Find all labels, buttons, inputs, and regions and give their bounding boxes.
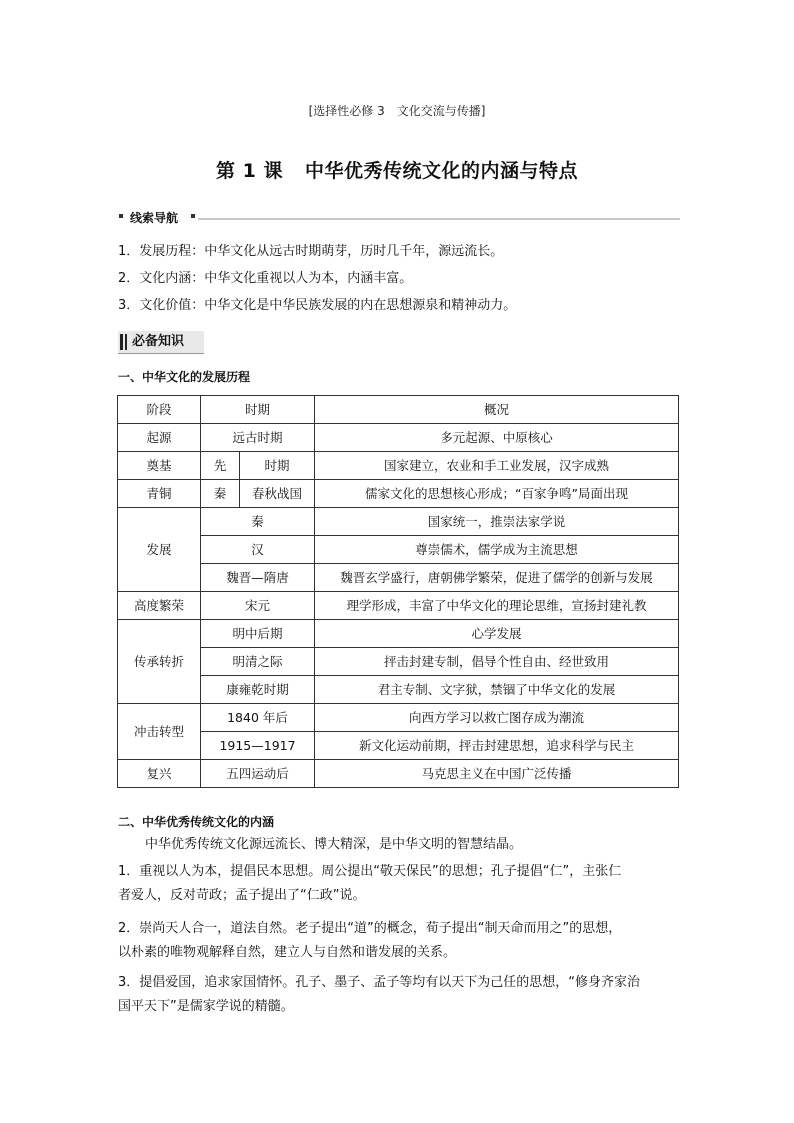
summary-cell: 心学发展 <box>315 620 679 648</box>
summary-cell: 新文化运动前期，抨击封建思想，追求科学与民主 <box>315 732 679 760</box>
summary-cell: 理学形成，丰富了中华文化的理论思维，宣扬封建礼教 <box>315 592 679 620</box>
stage-cell: 高度繁荣 <box>118 592 201 620</box>
section-heading: 一、中华文化的发展历程 <box>118 370 251 384</box>
period-cell: 1915—1917 <box>201 732 315 760</box>
table-row <box>118 564 679 592</box>
table-row <box>118 452 679 480</box>
knowledge-section-banner <box>118 331 204 354</box>
header-cell: 阶段 <box>118 396 201 424</box>
period-cell: 秦 <box>201 508 315 536</box>
table-row <box>118 676 679 704</box>
pre-qin-cell: 先 <box>201 452 240 480</box>
clue-nav-item: 2．文化内涵：中华文化重视以人为本，内涵丰富。 <box>118 271 413 286</box>
stage-cell: 起源 <box>118 424 201 452</box>
table-row <box>118 536 679 564</box>
period-cell: 1840 年后 <box>201 704 315 732</box>
stage-cell: 冲击转型 <box>118 704 201 760</box>
period-cell: 康雍乾时期 <box>201 676 315 704</box>
summary-cell: 马克思主义在中国广泛传播 <box>315 760 679 788</box>
paragraph-intro: 中华优秀传统文化源远流长、博大精深，是中华文明的智慧结晶。 <box>145 837 523 852</box>
stage-cell: 发展 <box>118 508 201 592</box>
clue-nav-item: 1．发展历程：中华文化从远古时期萌芽，历时几千年，源远流长。 <box>118 244 504 259</box>
divider-line <box>198 218 680 220</box>
summary-cell: 向西方学习以救亡图存成为潮流 <box>315 704 679 732</box>
table-row <box>118 592 679 620</box>
section-heading: 二、中华优秀传统文化的内涵 <box>118 815 275 829</box>
paragraph-line: 1．重视以人为本，提倡民本思想。周公提出“敬天保民”的思想；孔子提倡“仁”，主张仁 <box>118 864 622 879</box>
stage-cell: 青铜 <box>118 480 201 508</box>
summary-cell: 儒家文化的思想核心形成；“百家争鸣”局面出现 <box>315 480 679 508</box>
stage-cell: 传承转折 <box>118 620 201 704</box>
summary-cell: 多元起源、中原核心 <box>315 424 679 452</box>
header-cell: 概况 <box>315 396 679 424</box>
summary-cell: 君主专制、文字狱，禁锢了中华文化的发展 <box>315 676 679 704</box>
clue-nav-title: 线索导航 <box>130 211 179 225</box>
banner-bar-icon <box>120 334 123 350</box>
period-cell: 春秋战国 <box>240 480 315 508</box>
period-cell: 时期 <box>240 452 315 480</box>
period-cell: 魏晋—隋唐 <box>201 564 315 592</box>
summary-cell: 尊崇儒术，儒学成为主流思想 <box>315 536 679 564</box>
paragraph-line: 2．崇尚天人合一，道法自然。老子提出“道”的概念，荀子提出“制天命而用之”的思想， <box>118 921 622 936</box>
summary-cell: 抨击封建专制，倡导个性自由、经世致用 <box>315 648 679 676</box>
pre-qin-cell: 秦 <box>201 480 240 508</box>
banner-bar-icon <box>125 334 127 350</box>
history-table <box>117 395 679 788</box>
paragraph-line: 3．提倡爱国，追求家国情怀。孔子、墨子、孟子等均有以天下为己任的思想，“修身齐家治 <box>118 975 641 990</box>
paragraph-line: 以朴素的唯物观解释自然，建立人与自然和谐发展的关系。 <box>118 945 457 960</box>
summary-cell: 魏晋玄学盛行，唐朝佛学繁荣，促进了儒学的创新与发展 <box>315 564 679 592</box>
table-row <box>118 424 679 452</box>
square-bullet-icon <box>191 214 195 218</box>
table-row <box>118 480 679 508</box>
table-row <box>118 732 679 760</box>
knowledge-title: 必备知识 <box>132 334 185 349</box>
period-cell: 宋元 <box>201 592 315 620</box>
lesson-title <box>0 156 794 183</box>
period-cell: 五四运动后 <box>201 760 315 788</box>
course-header: [选择性必修 3 文化交流与传播] <box>308 104 486 118</box>
square-bullet-icon <box>119 214 123 218</box>
table-row <box>118 508 679 536</box>
summary-cell: 国家建立，农业和手工业发展，汉字成熟 <box>315 452 679 480</box>
stage-cell: 复兴 <box>118 760 201 788</box>
table-row <box>118 648 679 676</box>
paragraph-line: 国平天下”是儒家学说的精髓。 <box>118 999 294 1014</box>
period-cell: 汉 <box>201 536 315 564</box>
header-cell: 时期 <box>201 396 315 424</box>
period-cell: 远古时期 <box>201 424 315 452</box>
clue-nav-item: 3．文化价值：中华文化是中华民族发展的内在思想源泉和精神动力。 <box>118 298 517 313</box>
table-row <box>118 704 679 732</box>
stage-cell: 奠基 <box>118 452 201 480</box>
table-header-row <box>118 396 679 424</box>
clue-nav-bar <box>118 210 680 228</box>
period-cell: 明清之际 <box>201 648 315 676</box>
summary-cell: 国家统一，推崇法家学说 <box>315 508 679 536</box>
paragraph-line: 者爱人，反对苛政；孟子提出了“仁政”说。 <box>118 888 366 903</box>
period-cell: 明中后期 <box>201 620 315 648</box>
table-row <box>118 620 679 648</box>
table-row <box>118 760 679 788</box>
lesson-number: 第 1 课 <box>216 160 283 182</box>
lesson-title-text: 中华优秀传统文化的内涵与特点 <box>304 160 578 182</box>
